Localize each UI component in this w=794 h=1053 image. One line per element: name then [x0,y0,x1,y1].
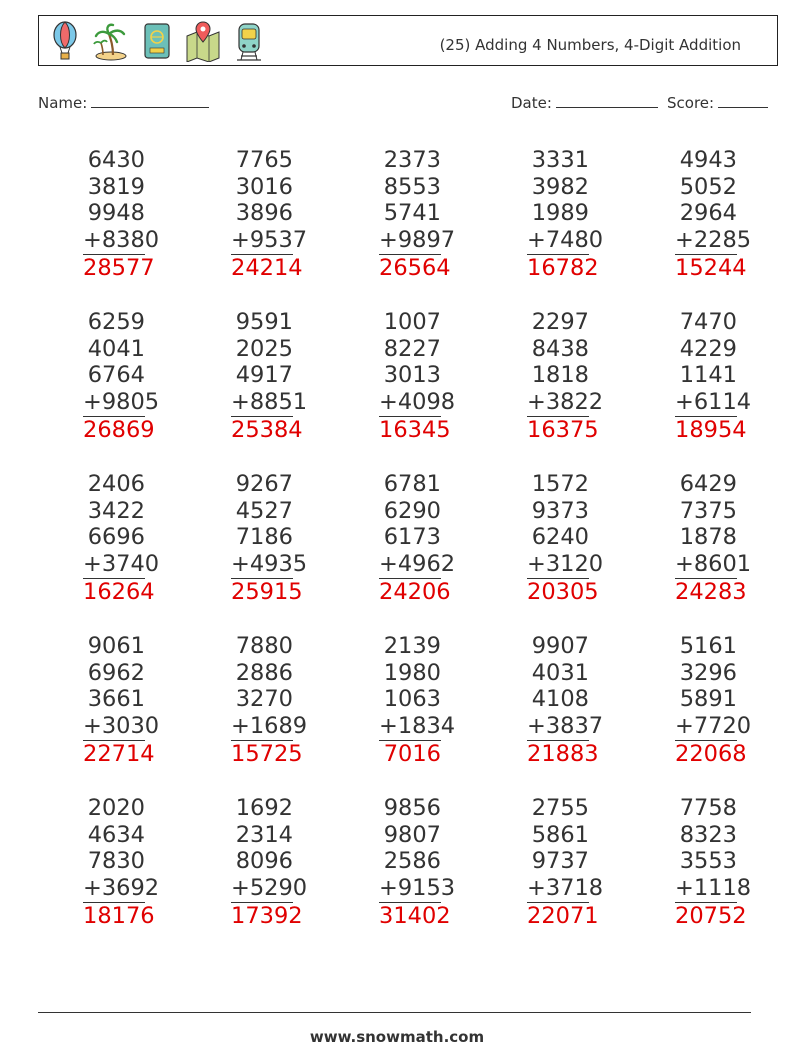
problem-addend: 6781 [383,471,441,497]
problem-addend: 3422 [87,497,145,524]
problem-addend: 3982 [531,173,589,200]
problem-addend-plus: +7480 [527,227,604,254]
problem-answer: 26564 [379,254,451,281]
problem-addend: 4229 [679,335,737,362]
problem-addend-plus: +1118 [675,875,752,902]
problem-answer: 25915 [231,578,303,605]
problem-addend: 1007 [383,309,441,335]
palm-island-icon [93,20,129,62]
addition-problem [379,471,456,606]
addition-problem [527,633,604,768]
name-label: Name: [38,94,88,112]
problem-addend: 2373 [383,147,441,173]
name-blank[interactable] [91,93,209,108]
problem-addend-plus: +8380 [83,227,160,254]
problem-addend-plus: +1834 [379,713,456,740]
problem-addend-plus: +5290 [231,875,308,902]
problem-addend: 4108 [531,686,589,713]
problem-addend: 2314 [235,821,293,848]
problem-addend-plus: +3692 [83,875,160,902]
problem-addend: 5052 [679,173,737,200]
date-blank[interactable] [556,93,658,108]
problem-addend: 8096 [235,848,293,875]
problem-addend-plus: +3120 [527,551,604,578]
problem-answer: 16782 [527,254,599,281]
score-label: Score: [667,94,715,112]
problem-addend: 5861 [531,821,589,848]
problem-addend-plus: +8851 [231,389,308,416]
addition-problem [527,471,604,606]
addition-problem [675,633,752,768]
problem-addend: 1980 [383,659,441,686]
problem-addend-plus: +3822 [527,389,604,416]
problem-addend: 3331 [531,147,589,173]
problem-addend-plus: +7720 [675,713,752,740]
train-icon [231,20,267,62]
problem-addend: 6430 [87,147,145,173]
problem-addend: 6696 [87,524,145,551]
addition-problem [379,633,456,768]
problem-answer: 24206 [379,578,451,605]
problem-addend: 7470 [679,309,737,335]
problem-addend: 2755 [531,795,589,821]
problem-addend: 9907 [531,633,589,659]
worksheet-title: (25) Adding 4 Numbers, 4-Digit Addition [439,36,741,54]
problem-addend: 2297 [531,309,589,335]
problem-addend: 3896 [235,200,293,227]
passport-icon [139,20,175,62]
problem-addend: 9061 [87,633,145,659]
problem-addend: 6173 [383,524,441,551]
addition-problem [675,471,752,606]
problem-addend: 4943 [679,147,737,173]
problem-addend: 9807 [383,821,441,848]
problem-answer: 22714 [83,740,155,767]
score-blank[interactable] [718,93,768,108]
problem-addend-plus: +3740 [83,551,160,578]
problem-addend: 3819 [87,173,145,200]
problem-addend: 2139 [383,633,441,659]
problem-answer: 7016 [383,740,441,767]
problem-addend: 9856 [383,795,441,821]
problem-addend: 9373 [531,497,589,524]
problem-addend: 6764 [87,362,145,389]
problem-addend: 2025 [235,335,293,362]
problem-answer: 31402 [379,902,451,929]
problem-addend: 8227 [383,335,441,362]
problem-answer: 20305 [527,578,599,605]
score-field[interactable] [667,93,768,112]
problem-answer: 22068 [675,740,747,767]
addition-problem [83,795,160,930]
map-pin-icon [185,20,221,62]
footer-divider [38,1012,751,1013]
problem-addend-plus: +3030 [83,713,160,740]
problem-addend: 5161 [679,633,737,659]
problem-addend: 2586 [383,848,441,875]
problem-addend: 2886 [235,659,293,686]
problem-answer: 17392 [231,902,303,929]
date-label: Date: [511,94,552,112]
addition-problem [527,795,604,930]
addition-problem [675,147,752,282]
addition-problem [379,147,456,282]
problem-addend: 6240 [531,524,589,551]
problem-addend-plus: +4935 [231,551,308,578]
problem-addend: 7765 [235,147,293,173]
problem-answer: 24214 [231,254,303,281]
problem-addend: 9737 [531,848,589,875]
problem-addend: 6259 [87,309,145,335]
addition-problem [675,795,752,930]
name-field[interactable] [38,93,209,112]
problem-addend-plus: +9897 [379,227,456,254]
problem-addend: 3270 [235,686,293,713]
problem-addend-plus: +9537 [231,227,308,254]
problem-addend: 1818 [531,362,589,389]
problem-addend-plus: +4098 [379,389,456,416]
problem-addend: 5741 [383,200,441,227]
problem-addend: 2964 [679,200,737,227]
problem-addend: 2020 [87,795,145,821]
addition-problem [527,309,604,444]
footer-site: www.snowmath.com [309,1028,485,1046]
problem-addend: 8553 [383,173,441,200]
problem-addend: 4634 [87,821,145,848]
problem-answer: 21883 [527,740,599,767]
addition-problem [379,309,456,444]
problem-answer: 16264 [83,578,155,605]
problem-addend: 9591 [235,309,293,335]
problem-addend: 3013 [383,362,441,389]
problem-addend: 7880 [235,633,293,659]
problem-addend: 2406 [87,471,145,497]
problem-addend: 3296 [679,659,737,686]
problem-addend: 7186 [235,524,293,551]
problem-addend: 5891 [679,686,737,713]
problem-addend: 1141 [679,362,737,389]
problem-answer: 15725 [231,740,303,767]
problem-addend: 4031 [531,659,589,686]
problem-addend-plus: +6114 [675,389,752,416]
date-field[interactable] [511,93,658,112]
addition-problem [527,147,604,282]
problem-addend-plus: +9805 [83,389,160,416]
problem-addend: 1572 [531,471,589,497]
addition-problem [83,309,160,444]
addition-problem [231,471,308,606]
problem-addend: 1878 [679,524,737,551]
problem-addend: 1692 [235,795,293,821]
problem-addend: 3016 [235,173,293,200]
problem-addend-plus: +1689 [231,713,308,740]
problem-addend: 9948 [87,200,145,227]
addition-problem [83,147,160,282]
problem-addend: 3661 [87,686,145,713]
problem-addend: 7758 [679,795,737,821]
addition-problem [379,795,456,930]
problem-addend: 7375 [679,497,737,524]
problem-addend: 8323 [679,821,737,848]
worksheet-header [38,15,778,66]
hot-air-balloon-icon [47,20,83,62]
problem-answer: 15244 [675,254,747,281]
problem-addend-plus: +8601 [675,551,752,578]
problem-addend: 9267 [235,471,293,497]
problem-addend: 6962 [87,659,145,686]
problem-answer: 18954 [675,416,747,443]
problem-addend-plus: +4962 [379,551,456,578]
addition-problem [231,147,308,282]
problem-answer: 25384 [231,416,303,443]
problem-addend: 1989 [531,200,589,227]
problem-addend: 1063 [383,686,441,713]
problem-addend-plus: +3837 [527,713,604,740]
problem-answer: 28577 [83,254,155,281]
addition-problem [83,633,160,768]
problem-answer: 16375 [527,416,599,443]
problem-addend: 7830 [87,848,145,875]
problem-answer: 16345 [379,416,451,443]
addition-problem [83,471,160,606]
addition-problem [231,795,308,930]
problem-addend: 6290 [383,497,441,524]
addition-problem [675,309,752,444]
problem-addend: 8438 [531,335,589,362]
problem-answer: 18176 [83,902,155,929]
problem-addend-plus: +3718 [527,875,604,902]
problem-answer: 22071 [527,902,599,929]
addition-problem [231,309,308,444]
problem-addend: 6429 [679,471,737,497]
problem-answer: 24283 [675,578,747,605]
addition-problem [231,633,308,768]
icon-strip [47,20,267,62]
problem-addend-plus: +2285 [675,227,752,254]
problem-addend: 4527 [235,497,293,524]
problem-addend: 4917 [235,362,293,389]
problem-answer: 26869 [83,416,155,443]
problem-addend-plus: +9153 [379,875,456,902]
problem-answer: 20752 [675,902,747,929]
problem-addend: 3553 [679,848,737,875]
problem-addend: 4041 [87,335,145,362]
